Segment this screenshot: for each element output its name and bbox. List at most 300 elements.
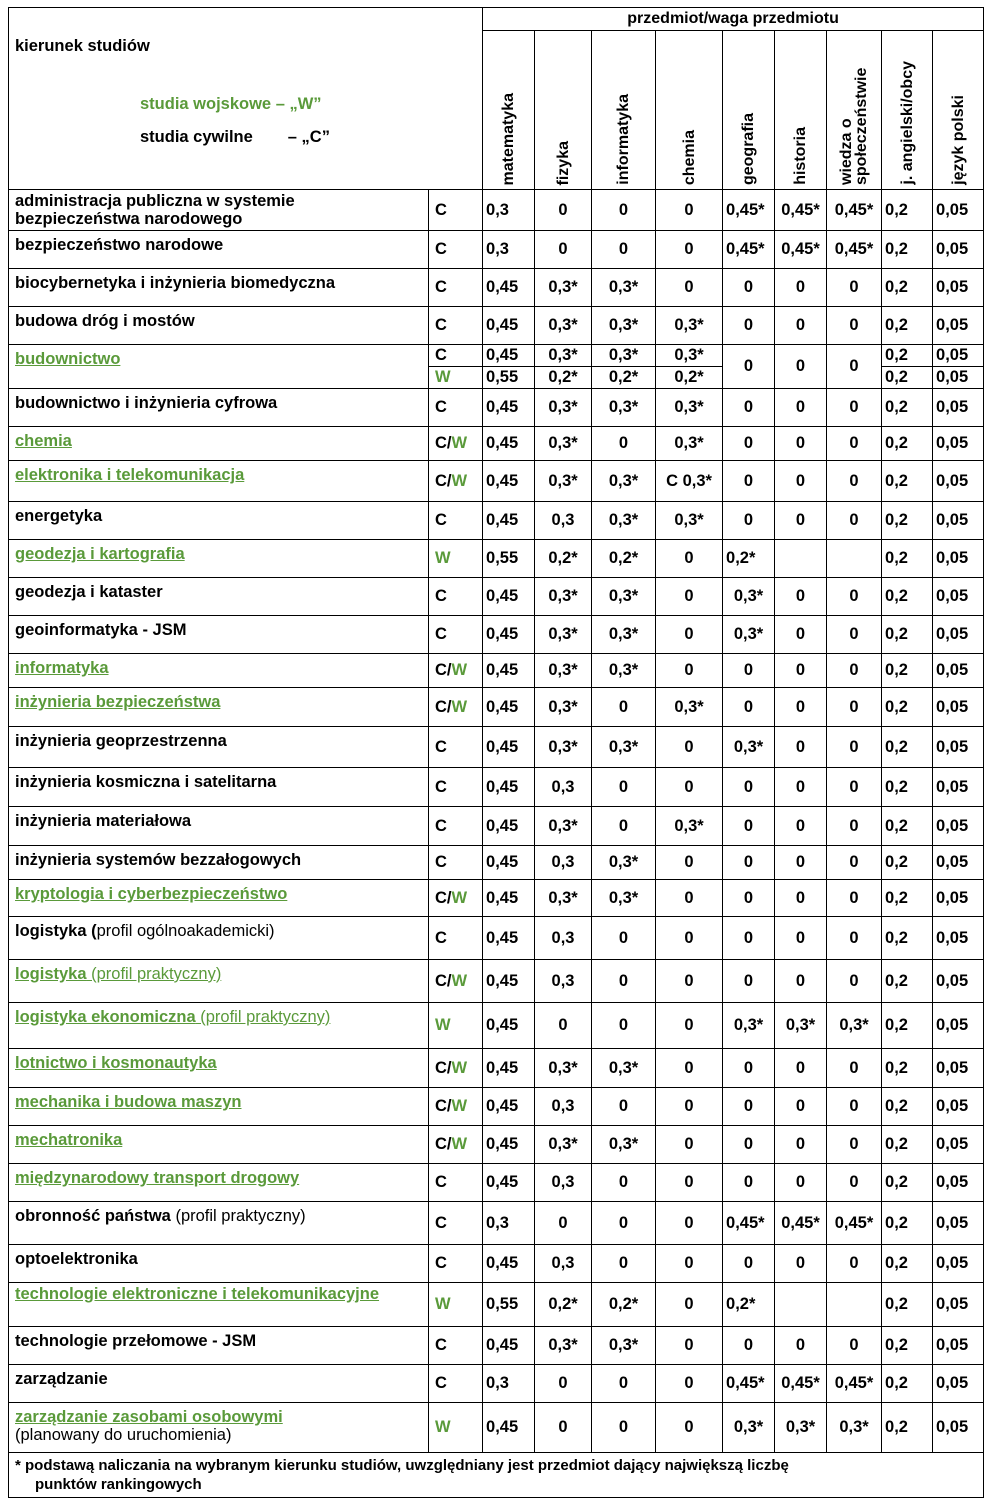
program-name-cell: [9, 654, 429, 688]
ranking-weights-table: [8, 7, 984, 1498]
study-type-cell: [429, 1403, 483, 1453]
weight-cell: 0,05: [933, 654, 984, 688]
weight-cell: 0: [656, 1049, 723, 1088]
weight-cell: 0: [535, 1003, 592, 1049]
weight-cell: 0,2: [882, 578, 933, 616]
weight-cell: 0,3*: [535, 807, 592, 846]
weight-cell: 0,2: [882, 461, 933, 502]
weight-cell: 0: [656, 768, 723, 807]
weight-cell: 0: [827, 654, 882, 688]
weight-cell: 0: [827, 269, 882, 307]
study-type-code-military: W: [451, 434, 468, 452]
subject-header-5: [775, 31, 827, 190]
weight-cell: 0,3*: [592, 269, 656, 307]
weight-cell: 0: [656, 917, 723, 960]
weight-cell: 0: [592, 960, 656, 1003]
weight-cell: 0,3*: [592, 502, 656, 540]
weight-cell: 0,05: [933, 960, 984, 1003]
study-type-code: C/: [435, 1097, 452, 1115]
study-type-code: C/: [435, 434, 452, 452]
weight-cell: 0: [827, 1126, 882, 1164]
weight-cell: 0: [656, 1327, 723, 1365]
weight-cell: 0: [656, 231, 723, 269]
weight-cell: 0: [827, 1164, 882, 1202]
study-type-cell: [429, 231, 483, 269]
study-type-cell: W: [429, 367, 483, 389]
weight-cell: 0,3: [483, 231, 535, 269]
weight-cell: 0: [656, 880, 723, 917]
weight-cell: 0: [592, 917, 656, 960]
weight-cell: 0,05: [933, 1003, 984, 1049]
weight-cell: 0: [827, 461, 882, 502]
program-name: optoelektronika: [15, 1250, 138, 1268]
study-type-code: C: [435, 777, 447, 796]
weight-cell: 0,2: [882, 1327, 933, 1365]
weight-cell: 0,2: [882, 231, 933, 269]
weight-cell: 0,3*: [656, 389, 723, 427]
header-subjects-title: przedmiot/waga przedmiotu: [483, 8, 984, 31]
study-type-code: C: [435, 625, 447, 643]
weight-cell: 0: [723, 807, 775, 846]
weight-cell: 0,05: [933, 190, 984, 231]
weight-cell: 0,3*: [592, 654, 656, 688]
weight-cell: 0: [723, 880, 775, 917]
weight-cell: 0: [656, 1164, 723, 1202]
weight-cell: 0,2: [882, 960, 933, 1003]
weight-cell: 0: [827, 1088, 882, 1126]
weight-cell: 0,3*: [535, 727, 592, 768]
weight-cell: 0: [723, 960, 775, 1003]
program-profile-note: (planowany do uruchomienia): [15, 1426, 232, 1444]
weight-cell: 0,05: [933, 1164, 984, 1202]
weight-cell: 0,3*: [656, 502, 723, 540]
program-name: logistyka: [15, 965, 87, 983]
subject-header-label: chemia: [680, 129, 698, 185]
weight-cell: 0,45: [483, 1049, 535, 1088]
study-type-cell: [429, 502, 483, 540]
weight-cell: 0: [723, 461, 775, 502]
footnote-text: * podstawą naliczania na wybranym kierunku studiów, uwzględniany jest przedmiot dający największą liczbę: [15, 1457, 789, 1474]
weight-cell: 0,05: [933, 1202, 984, 1245]
table-row: [9, 807, 984, 846]
program-name-cell: [9, 1126, 429, 1164]
study-type-cell: [429, 540, 483, 578]
weight-cell: 0: [827, 578, 882, 616]
study-type-code-military: W: [451, 697, 468, 716]
program-name: zarządzanie: [15, 1370, 108, 1388]
weight-cell: 0: [592, 688, 656, 727]
subject-header-8: [933, 31, 984, 190]
table-row: [9, 540, 984, 578]
weight-cell: 0,45: [483, 427, 535, 461]
weight-cell: 0,3*: [723, 1003, 775, 1049]
study-type-code: C/: [435, 1135, 452, 1153]
program-name-cell: [9, 917, 429, 960]
weight-cell: 0: [775, 461, 827, 502]
weight-cell: 0: [827, 688, 882, 727]
program-name-cell: [9, 1003, 429, 1049]
weight-cell: 0,2: [882, 768, 933, 807]
weight-cell: 0: [775, 654, 827, 688]
study-type-cell: [429, 1164, 483, 1202]
weight-cell: 0,05: [933, 1049, 984, 1088]
program-name: technologie elektroniczne i telekomunikacyjne: [15, 1285, 380, 1303]
weight-cell: 0,3*: [656, 807, 723, 846]
table-row: [9, 1049, 984, 1088]
study-type-cell: [429, 461, 483, 502]
program-name-cell: [9, 389, 429, 427]
program-name: obronność państwa: [15, 1207, 171, 1225]
study-type-code: C: [435, 1173, 447, 1191]
weight-cell: 0,2*: [723, 540, 775, 578]
weight-cell: [827, 1283, 882, 1327]
study-type-cell: [429, 578, 483, 616]
weight-cell: 0,2*: [592, 367, 656, 389]
weight-cell: 0: [656, 1003, 723, 1049]
program-name-cell: [9, 727, 429, 768]
program-profile-note: (profil praktyczny): [170, 1207, 306, 1225]
program-name: logistyka ekonomiczna: [15, 1008, 196, 1026]
weight-cell: 0,45: [483, 1327, 535, 1365]
study-type-cell: C: [429, 345, 483, 367]
weight-cell: 0,45: [483, 768, 535, 807]
weight-cell: 0: [827, 307, 882, 345]
weight-cell: 0,05: [933, 1365, 984, 1403]
weight-cell: 0: [723, 502, 775, 540]
study-type-code: C: [435, 278, 447, 296]
program-name-cell: [9, 231, 429, 269]
weight-cell: 0: [723, 654, 775, 688]
program-name-cell: [9, 1283, 429, 1327]
weight-cell: 0,45: [483, 345, 535, 367]
weight-cell: 0,3*: [535, 389, 592, 427]
program-name: inżynieria geoprzestrzenna: [15, 732, 227, 750]
weight-cell: 0,05: [933, 727, 984, 768]
weight-cell: 0: [592, 427, 656, 461]
table-row: [9, 616, 984, 654]
weight-cell: 0: [827, 389, 882, 427]
weight-cell: 0,05: [933, 880, 984, 917]
weight-cell: 0,05: [933, 389, 984, 427]
weight-cell: 0,2: [882, 846, 933, 880]
program-name: kryptologia i cyberbezpieczeństwo: [15, 885, 288, 903]
study-type-cell: [429, 1327, 483, 1365]
program-name: inżynieria bezpieczeństwa: [15, 693, 221, 711]
weight-cell: 0,05: [933, 540, 984, 578]
table-row: [9, 427, 984, 461]
subject-header-label: fizyka: [554, 140, 572, 185]
weight-cell: 0: [723, 1088, 775, 1126]
weight-cell: 0,3: [483, 1365, 535, 1403]
weight-cell: 0,05: [933, 367, 984, 389]
weight-cell: 0,2: [882, 367, 933, 389]
subject-header-4: [723, 31, 775, 190]
weight-cell: 0,45*: [827, 231, 882, 269]
weight-cell: 0: [656, 1088, 723, 1126]
table-row: [9, 917, 984, 960]
study-type-code-military: W: [451, 661, 468, 679]
weight-cell: 0,2: [882, 307, 933, 345]
weight-cell: 0: [723, 1049, 775, 1088]
program-name-cell: [9, 269, 429, 307]
table-row: [9, 190, 984, 231]
weight-cell: 0,05: [933, 1126, 984, 1164]
study-type-cell: [429, 1049, 483, 1088]
subject-header-6: [827, 31, 882, 190]
table-row: [9, 1164, 984, 1202]
weight-cell: 0: [775, 807, 827, 846]
program-name-cell: [9, 1049, 429, 1088]
program-name-cell: [9, 1088, 429, 1126]
weight-cell: 0: [723, 389, 775, 427]
weight-cell: 0,2: [882, 269, 933, 307]
weight-cell: 0,2*: [535, 367, 592, 389]
study-type-code: C/: [435, 971, 452, 990]
subject-header-7: [882, 31, 933, 190]
weight-cell: 0: [723, 1164, 775, 1202]
weight-cell: 0: [723, 1327, 775, 1365]
study-type-cell: [429, 688, 483, 727]
program-name-cell: [9, 578, 429, 616]
weight-cell: 0,05: [933, 616, 984, 654]
weight-cell: 0: [723, 688, 775, 727]
weight-cell: 0,3*: [656, 427, 723, 461]
weight-cell: 0,45: [483, 688, 535, 727]
weight-cell: 0,3*: [592, 880, 656, 917]
weight-cell: 0,45: [483, 654, 535, 688]
program-name: administracja publiczna w systemie bezpieczeństwa narodowego: [15, 192, 295, 228]
weight-cell: 0,05: [933, 307, 984, 345]
study-type-cell: [429, 654, 483, 688]
weight-cell: 0: [592, 190, 656, 231]
weight-cell: 0,55: [483, 367, 535, 389]
weight-cell: 0,3: [483, 190, 535, 231]
weight-cell: 0,3: [535, 502, 592, 540]
program-name: budowa dróg i mostów: [15, 312, 195, 330]
weight-cell: 0,45*: [775, 190, 827, 231]
weight-cell: 0,2: [882, 1365, 933, 1403]
table-row: [9, 768, 984, 807]
program-name: informatyka: [15, 659, 109, 677]
weight-cell: 0,3*: [535, 427, 592, 461]
program-name: technologie przełomowe - JSM: [15, 1332, 257, 1350]
weight-cell: 0,55: [483, 540, 535, 578]
table-row: [9, 880, 984, 917]
weight-cell: 0: [656, 654, 723, 688]
program-name-cell: [9, 461, 429, 502]
weight-cell: 0: [723, 1126, 775, 1164]
study-type-code: W: [435, 1016, 451, 1034]
weight-cell: 0,3*: [723, 616, 775, 654]
weight-cell: 0: [775, 1327, 827, 1365]
header-military-legend: studia wojskowe – „W”: [140, 95, 322, 113]
weight-cell: 0,2*: [535, 1283, 592, 1327]
weight-cell: 0,55: [483, 1283, 535, 1327]
program-name: inżynieria materiałowa: [15, 812, 192, 830]
weight-cell: 0,45: [483, 846, 535, 880]
weight-cell: 0: [775, 960, 827, 1003]
program-name-cell: [9, 846, 429, 880]
table-row: [9, 1245, 984, 1283]
study-type-code: C/: [435, 697, 452, 716]
weight-cell: 0,2: [882, 1202, 933, 1245]
table-row: [9, 1088, 984, 1126]
weight-cell: 0,3*: [592, 1049, 656, 1088]
weight-cell: 0,3*: [592, 461, 656, 502]
table-row: [9, 307, 984, 345]
weight-cell: 0,3*: [535, 616, 592, 654]
study-type-code-military: W: [451, 1097, 468, 1115]
weight-cell: 0,05: [933, 1327, 984, 1365]
weight-cell: 0: [592, 1003, 656, 1049]
weight-cell: 0,45: [483, 880, 535, 917]
weight-cell: 0,3*: [592, 1327, 656, 1365]
study-type-code: C: [435, 1336, 447, 1354]
weight-cell: 0: [656, 1283, 723, 1327]
weight-cell: 0,3*: [535, 1126, 592, 1164]
weight-cell: 0,05: [933, 688, 984, 727]
program-profile-note: (profil praktyczny): [195, 1008, 331, 1026]
weight-cell: 0,05: [933, 917, 984, 960]
weight-cell: 0: [535, 1403, 592, 1453]
program-name-cell: [9, 1164, 429, 1202]
weight-cell: 0: [775, 768, 827, 807]
weight-cell: 0,45: [483, 1164, 535, 1202]
weight-cell: 0,2: [882, 345, 933, 367]
weight-cell: 0,2: [882, 427, 933, 461]
weight-cell: 0,45: [483, 616, 535, 654]
weight-cell: 0,45: [483, 389, 535, 427]
weight-cell: 0,45: [483, 1126, 535, 1164]
weight-cell: 0,3*: [592, 846, 656, 880]
weight-cell: 0,3: [535, 917, 592, 960]
weight-cell: 0,3*: [535, 1049, 592, 1088]
study-type-cell: [429, 269, 483, 307]
weight-cell: 0,45: [483, 1003, 535, 1049]
footnote: [9, 1453, 984, 1498]
weight-cell: 0: [827, 1245, 882, 1283]
study-type-code: C: [435, 853, 447, 871]
subject-header-wrap: [775, 33, 826, 189]
weight-cell: 0: [827, 807, 882, 846]
table-row: [9, 654, 984, 688]
weight-cell: 0,2: [882, 1003, 933, 1049]
weight-cell: 0,05: [933, 1403, 984, 1453]
weight-cell: 0: [775, 917, 827, 960]
study-type-code: C: [435, 1374, 447, 1392]
weight-cell: 0,2: [882, 1049, 933, 1088]
weight-cell: 0: [827, 960, 882, 1003]
weight-cell: 0,05: [933, 231, 984, 269]
program-name: budownictwo i inżynieria cyfrowa: [15, 394, 278, 412]
subject-header-wrap: [723, 33, 774, 189]
header-civil-label: studia cywilne: [140, 128, 253, 146]
study-type-cell: [429, 427, 483, 461]
subject-header-label: geografia: [740, 112, 758, 185]
weight-cell: 0,3*: [535, 1327, 592, 1365]
weight-cell: 0: [723, 917, 775, 960]
weight-cell: 0,2*: [723, 1283, 775, 1327]
study-type-code: C: [435, 928, 447, 947]
program-name: logistyka (: [15, 922, 97, 940]
table-row: [9, 1283, 984, 1327]
weight-cell: 0,2*: [592, 1283, 656, 1327]
study-type-code: C: [435, 1254, 447, 1272]
weight-cell: 0,3: [535, 846, 592, 880]
weight-cell: 0: [827, 768, 882, 807]
weight-cell: 0,3*: [592, 727, 656, 768]
subject-header-0: [483, 31, 535, 190]
program-name: bezpieczeństwo narodowe: [15, 236, 224, 254]
weight-cell: 0,3*: [535, 688, 592, 727]
weight-cell: 0,2: [882, 688, 933, 727]
table-row: [9, 1327, 984, 1365]
study-type-code: W: [435, 1295, 451, 1313]
weight-cell: 0: [592, 1164, 656, 1202]
weight-cell: 0,3*: [656, 307, 723, 345]
study-type-cell: [429, 917, 483, 960]
weight-cell: 0: [827, 616, 882, 654]
weight-cell: 0,3: [535, 1245, 592, 1283]
weight-cell: 0: [775, 578, 827, 616]
study-type-code: C: [435, 511, 447, 529]
weight-cell: 0,45: [483, 1245, 535, 1283]
weight-cell: 0: [656, 960, 723, 1003]
weight-cell: 0,3*: [592, 1126, 656, 1164]
weight-cell: 0: [723, 846, 775, 880]
weight-cell: 0: [592, 1365, 656, 1403]
weight-cell: 0: [656, 1245, 723, 1283]
weight-cell: [775, 540, 827, 578]
weight-cell: 0: [775, 1245, 827, 1283]
weight-cell: 0: [723, 269, 775, 307]
weight-cell: 0: [535, 1202, 592, 1245]
weight-cell: 0,45: [483, 727, 535, 768]
weight-cell: 0,45: [483, 960, 535, 1003]
weight-cell: 0,05: [933, 846, 984, 880]
program-name-cell: [9, 307, 429, 345]
table-row: [9, 688, 984, 727]
study-type-cell: [429, 807, 483, 846]
weight-cell: 0,2: [882, 654, 933, 688]
weight-cell: 0: [656, 190, 723, 231]
study-type-cell: [429, 960, 483, 1003]
subject-header-label: język polski: [949, 95, 967, 185]
weight-cell: 0,05: [933, 427, 984, 461]
program-name: budownictwo: [15, 350, 121, 368]
study-type-cell: [429, 1088, 483, 1126]
weight-cell: 0,2: [882, 1126, 933, 1164]
table-row: [9, 1126, 984, 1164]
table-row: [9, 1003, 984, 1049]
program-name: mechatronika: [15, 1131, 123, 1149]
weight-cell: 0,2: [882, 807, 933, 846]
subject-header-wrap: [592, 33, 655, 189]
weight-cell: 0,3*: [592, 345, 656, 367]
weight-cell: 0: [723, 1245, 775, 1283]
weight-cell: 0: [592, 231, 656, 269]
table-row: [9, 461, 984, 502]
study-type-cell: [429, 1365, 483, 1403]
weight-cell: 0: [535, 231, 592, 269]
weight-cell: 0,45: [483, 807, 535, 846]
study-type-cell: [429, 880, 483, 917]
study-type-cell: [429, 389, 483, 427]
weight-cell: 0,3*: [592, 389, 656, 427]
subject-header-wrap: [483, 33, 534, 189]
study-type-code-military: W: [451, 971, 468, 990]
weight-cell: 0,05: [933, 807, 984, 846]
